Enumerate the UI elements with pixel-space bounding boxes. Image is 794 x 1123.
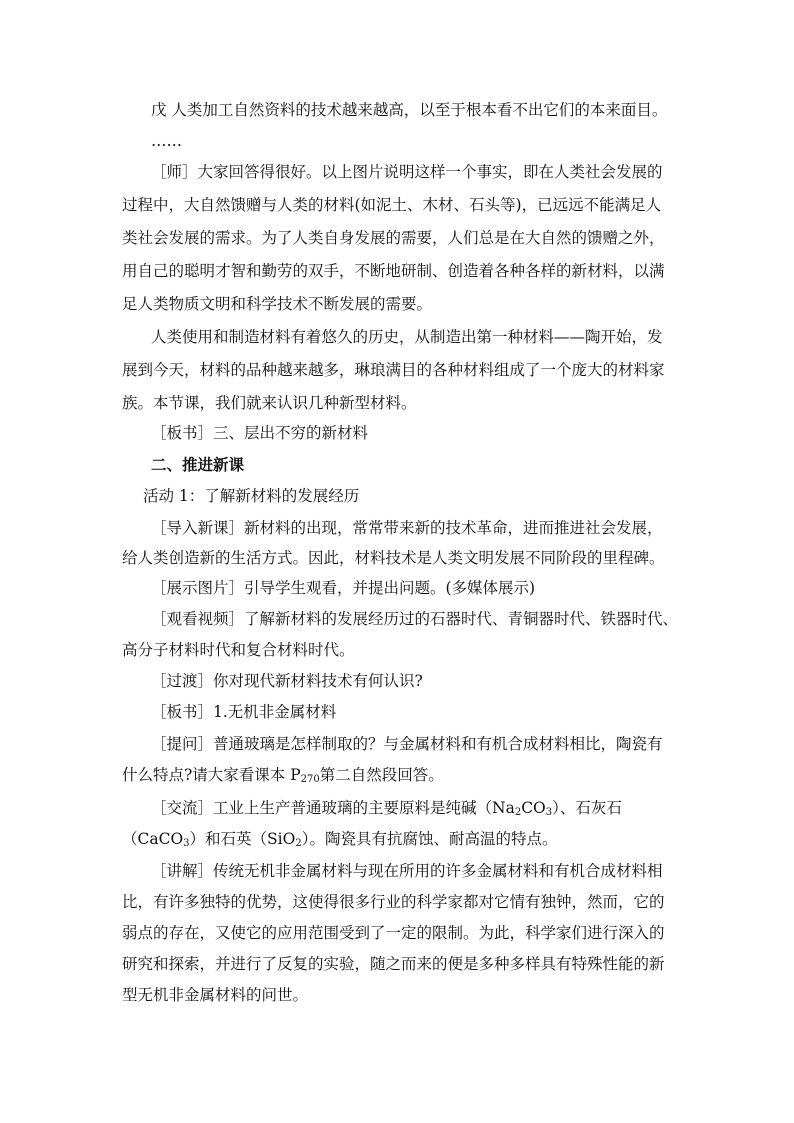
text-line: （CaCO$_3$）和石英（SiO$_2$）。陶瓷具有抗腐蚀、耐高温的特点。 — [122, 830, 558, 849]
text-line: 比，有许多独特的优势，这使得很多行业的科学家都对它情有独钟，然而，它的 — [122, 893, 665, 911]
text-line: ［师］大家回答得很好。以上图片说明这样一个事实，即在人类社会发展的 — [151, 163, 663, 181]
text-line: 类社会发展的需求。为了人类自身发展的需要，人们总是在大自然的馈赠之外， — [122, 229, 665, 247]
text-line: ［提问］普通玻璃是怎样制取的？与金属材料和有机合成材料相比，陶瓷有 — [151, 735, 663, 753]
text-line: 族。本节课，我们就来认识几种新型材料。 — [122, 394, 417, 412]
text-line: ［导入新课］新材料的出现，常常带来新的技术革命，进而推进社会发展， — [151, 519, 663, 537]
text-line: 弱点的存在，又使它的应用范围受到了一定的限制。为此，科学家们进行深入的 — [122, 924, 665, 942]
text-line: 过程中，大自然馈赠与人类的材料(如泥土、木材、石头等)，已远远不能满足人 — [122, 196, 662, 214]
text-line: 足人类物质文明和科学技术不断发展的需要。 — [122, 295, 433, 313]
text-line: ［过渡］你对现代新材料技术有何认识? — [151, 672, 423, 690]
text-line: 展到今天，材料的品种越来越多，琳琅满目的各种材料组成了一个庞大的材料家 — [122, 361, 665, 379]
activity-title: 活动 1：了解新材料的发展经历 — [143, 487, 360, 505]
text-line: 研究和探索，并进行了反复的实验，随之而来的便是多种多样具有特殊性能的新 — [122, 955, 665, 973]
text-line: 什么特点?请大家看课本 $P_{270}$第二自然段回答。 — [122, 766, 444, 785]
text-line: ［观看视频］了解新材料的发展经历过的石器时代、青铜器时代、铁器时代、 — [151, 610, 679, 628]
text-line: 给人类创造新的生活方式。因此，材料技术是人类文明发展不同阶段的里程碑。 — [122, 549, 665, 567]
text-line: 人类使用和制造材料有着悠久的历史，从制造出第一种材料——陶开始，发 — [151, 328, 663, 346]
board-note: ［板书］三、层出不穷的新材料 — [151, 424, 369, 442]
ellipsis-line: …… — [151, 132, 182, 150]
text-line: 高分子材料时代和复合材料时代。 — [122, 641, 355, 659]
text-line: ［展示图片］引导学生观看，并提出问题。(多媒体展示) — [151, 579, 536, 597]
text-line: 戊 人类加工自然资料的技术越来越高，以至于根本看不出它们的本来面目。 — [151, 101, 668, 119]
text-line: 用自己的聪明才智和勤劳的双手，不断地研制、创造着各种各样的新材料，以满 — [122, 262, 665, 280]
board-note: ［板书］1.无机非金属材料 — [151, 703, 337, 721]
section-heading: 二、推进新课 — [151, 455, 245, 474]
text-line: 型无机非金属材料的问世。 — [122, 986, 309, 1004]
text-line: ［讲解］传统无机非金属材料与现在所用的许多金属材料和有机合成材料相 — [151, 862, 663, 880]
text-line: ［交流］工业上生产普通玻璃的主要原料是纯碱$(Na_2CO_3)$、石灰石 — [151, 799, 622, 818]
